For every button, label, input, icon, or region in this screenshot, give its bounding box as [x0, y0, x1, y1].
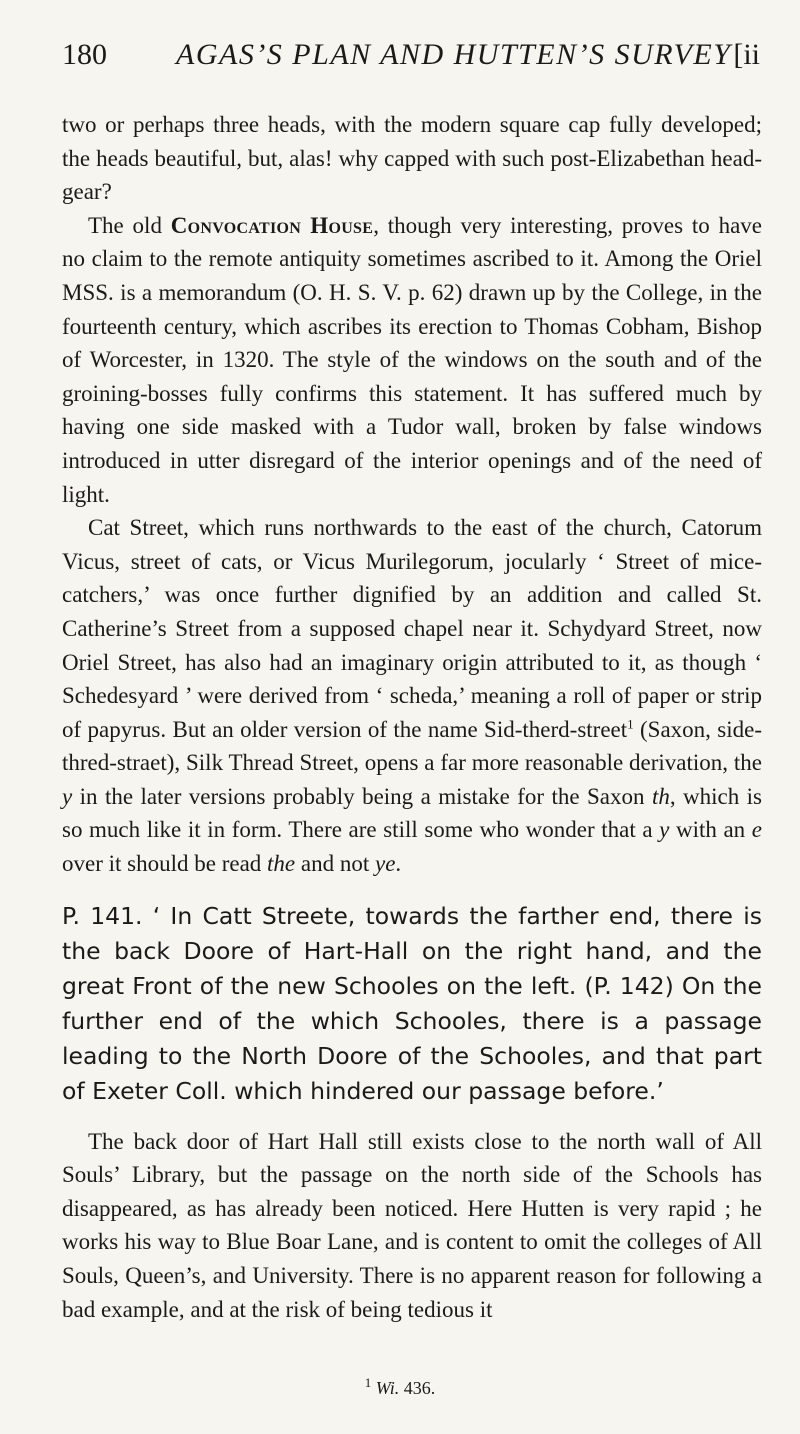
text-run: in the later versions probably being a mistake for the Saxon	[72, 783, 652, 809]
text-run: , which is so much like it in form. There are still some who wonder that a	[62, 783, 762, 843]
text-run: .	[395, 851, 402, 877]
italic-th: th	[651, 783, 670, 809]
paragraph-cat-street	[62, 511, 762, 881]
footnote	[0, 1375, 800, 1399]
italic-ye: ye	[375, 851, 396, 877]
paragraph-hart-hall: The back door of Hart Hall still exists close to the north wall of All Souls’ Library, but the passage on the north side of the Schools has disappeared, as has already been noticed. Here Hutten is very rapid ; he works his way to Blue Boar Lane, and is content to omit the colleges of All Souls, Queen’s, and University. There is no apparent reason for following a bad example, and at the risk of being tedious it	[62, 1128, 762, 1322]
paragraph-heads: two or perhaps three heads, with the modern square cap fully developed; the heads beautiful, but, alas! why capped with such post-Elizabethan head-gear?	[62, 112, 762, 205]
text-run: , though very interesting, proves to have no claim to the remote antiquity sometimes ascribed to it. Among the Oriel MSS. is a memorandum (O. H. S. V. p. 62) drawn up by the College, in the fourteenth century, which ascribes its erection to Thomas Cobham, Bishop of Worcester, in 1320. The style of the windows on the south and of the groining-bosses fully confirms this statement. It has suffered much by having one side masked with a Tudor wall, broken by false windows introduced in utter disregard of the interior openings and of the need of light.	[62, 212, 762, 507]
text-run: with an	[669, 817, 752, 843]
section-marker: [ii	[733, 38, 760, 71]
text-run: (Saxon, side-thred-straet), Silk Thread Street, opens a far more reasonable derivation, the	[62, 716, 763, 776]
footnote-marker: 1	[364, 1375, 372, 1390]
paragraph-convocation-house	[62, 209, 762, 511]
italic-y: y	[62, 783, 73, 809]
page-number: 180	[62, 38, 107, 71]
italic-the: the	[267, 851, 296, 877]
footnote-page: 436.	[403, 1378, 436, 1398]
text-run: over it should be read	[62, 851, 268, 877]
italic-e: e	[751, 817, 762, 843]
text-run: and not	[295, 851, 375, 877]
text-run: Cat Street, which runs northwards to the east of the church, Catorum Vicus, street of cats, or Vicus Murilegorum, jocularly ‘ Street of mice-catchers,’ was once further dignified by an addition and called St. Catherine’s Street from a supposed chapel near it. Schydyard Street, now Oriel Street, has also had an imaginary origin attributed to it, as though ‘ Schedesyard ’ were derived from ‘ scheda,’ meaning a roll of paper or strip of papyrus. But an older version of the name Sid-therd-street	[62, 515, 762, 742]
survey-quotation: P. 141. ‘ In Catt Streete, towards the farther end, there is the back Doore of Hart-Hall on the right hand, and the great Front of the new Schooles on the left. (P. 142) On the further end of the which Schooles, there is a passage leading to the North Doore of the Schooles, and that part of Exeter Coll. which hindered our passage before.’	[62, 901, 762, 1105]
running-title: AGAS’S PLAN AND HUTTEN’S SURVEY	[176, 38, 732, 71]
footnote-source: Wi.	[375, 1378, 400, 1398]
convocation-house-term: Convocation House	[170, 212, 374, 238]
italic-y: y	[659, 817, 670, 843]
footnote-reference: 1	[627, 716, 634, 732]
text-run: The old	[88, 212, 171, 238]
running-head	[62, 38, 760, 78]
body-text	[62, 108, 762, 1326]
